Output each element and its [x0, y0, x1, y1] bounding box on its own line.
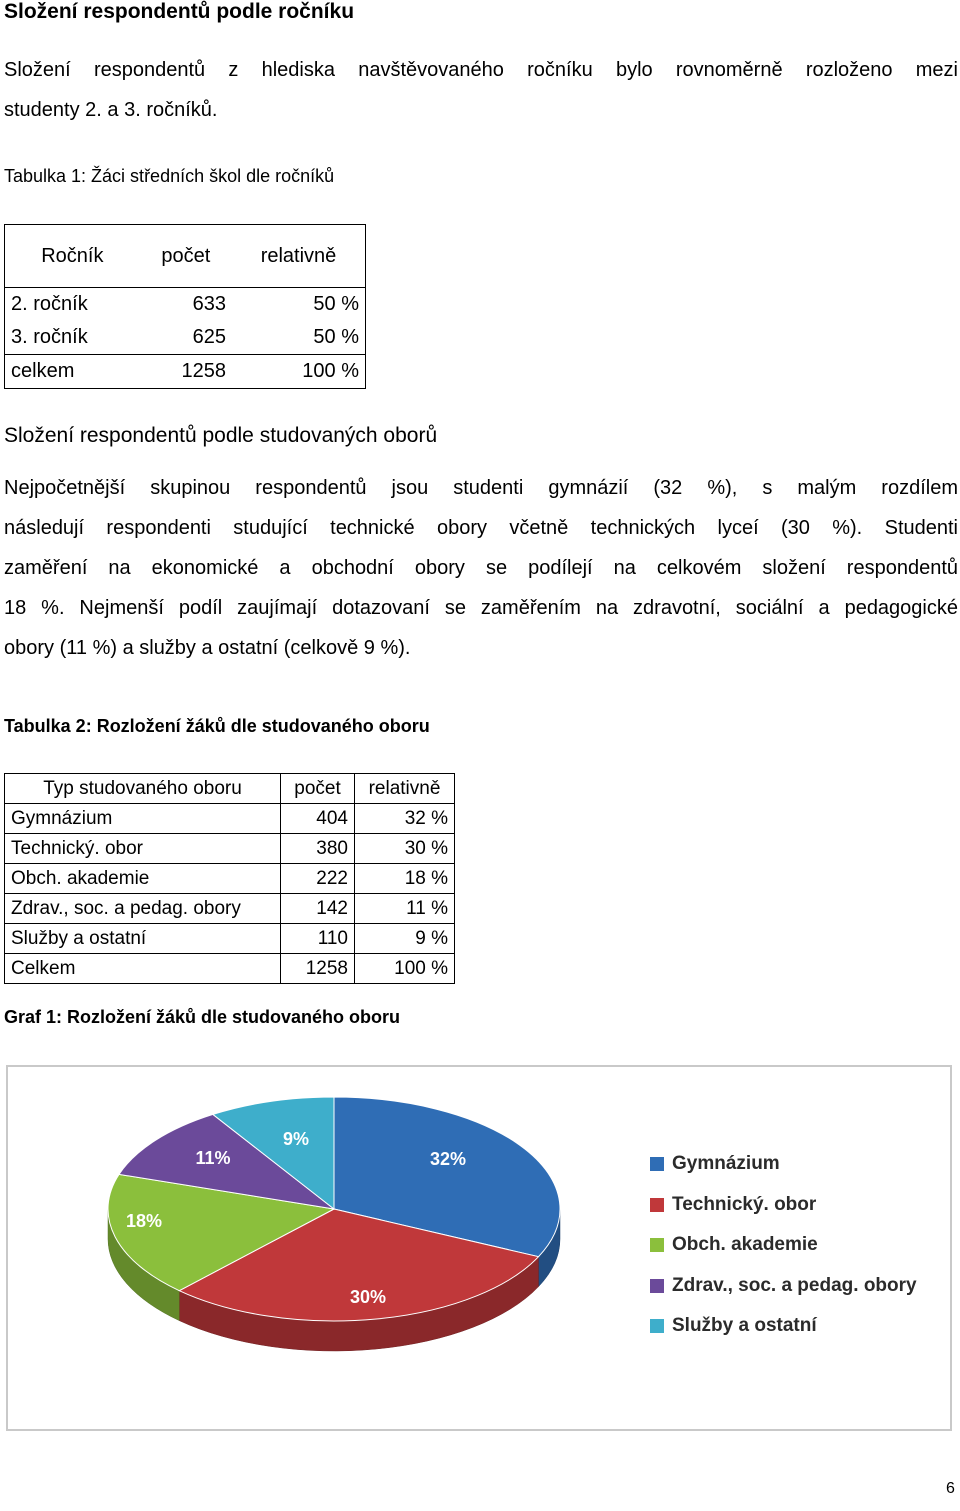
paragraph-line: zaměření na ekonomické a obchodní obory se podílejí na celkovém složení respondentů	[4, 557, 958, 579]
table-row	[5, 864, 455, 894]
table1-header-grade: Ročník	[41, 244, 104, 267]
section-title-grade: Složení respondentů podle ročníku	[4, 0, 355, 23]
section-title-fields: Složení respondentů podle studovaných oborů	[4, 424, 438, 447]
table2-cell: 100 %	[355, 954, 455, 984]
table2-cell: 30 %	[355, 834, 455, 864]
table2-cell: 1258	[281, 954, 355, 984]
legend-swatch	[650, 1319, 664, 1333]
graph-caption: Graf 1: Rozložení žáků dle studovaného oboru	[4, 1007, 401, 1027]
table2-cell: 222	[281, 864, 355, 894]
pie-data-label-0: 32%	[429, 1149, 467, 1169]
legend-label: Gymnázium	[672, 1153, 780, 1174]
table1-cell: 50 %	[313, 293, 359, 315]
table1-cell: 100 %	[302, 360, 359, 382]
paragraph-line: následují respondenti studující technické obory včetně technických lyceí (30 %). Studenti	[4, 517, 958, 539]
table2-caption: Tabulka 2: Rozložení žáků dle studovaného oboru	[4, 716, 430, 736]
page-number: 6	[946, 1480, 955, 1497]
table2-cell: 18 %	[355, 864, 455, 894]
legend-item	[650, 1194, 816, 1216]
table2-cell: Obch. akademie	[5, 864, 281, 894]
table-fields	[4, 773, 455, 984]
table2-cell: Technický. obor	[5, 834, 281, 864]
table-grades	[4, 224, 366, 389]
paragraph-grade-line1: Složení respondentů z hlediska navštěvovaného ročníku bylo rovnoměrně rozloženo mezi	[4, 59, 958, 81]
paragraph-grade-line2: studenty 2. a 3. ročníků.	[4, 99, 218, 121]
table2-cell: Celkem	[5, 954, 281, 984]
table2-cell: Gymnázium	[5, 804, 281, 834]
table-row	[5, 894, 455, 924]
paragraph-line: Nejpočetnější skupinou respondentů jsou studenti gymnázií (32 %), s malým rozdílem	[4, 477, 958, 499]
legend-item	[650, 1153, 780, 1175]
legend-item	[650, 1234, 818, 1256]
table2-header-type: Typ studovaného oboru	[5, 774, 281, 804]
table2-cell: 110	[281, 924, 355, 954]
table-row	[5, 954, 455, 984]
legend-item	[650, 1315, 817, 1337]
table1-header-relative: relativně	[260, 244, 337, 267]
table-row	[5, 321, 366, 355]
table1-header-count: počet	[161, 244, 211, 267]
paragraph-fields	[4, 468, 958, 668]
legend-swatch	[650, 1279, 664, 1293]
table1-cell: 1258	[181, 360, 226, 382]
pie-data-label-4: 9%	[282, 1129, 310, 1149]
pie-data-label-2: 18%	[125, 1211, 163, 1231]
table1-cell: 625	[192, 326, 226, 348]
table-row	[5, 288, 366, 322]
pie-data-label-3: 11%	[195, 1148, 231, 1168]
table-row	[5, 355, 366, 389]
table-row	[5, 804, 455, 834]
table-row	[5, 834, 455, 864]
legend-label: Technický. obor	[672, 1193, 817, 1215]
paragraph-line: 18 %. Nejmenší podíl zaujímají dotazovaní se zaměřením na zdravotní, sociální a pedagogické	[4, 597, 958, 619]
table1-cell: 50 %	[313, 326, 359, 348]
table2-cell: Služby a ostatní	[5, 924, 281, 954]
pie-data-label-1: 30%	[349, 1287, 387, 1307]
paragraph-line: obory (11 %) a služby a ostatní (celkově 9 %).	[4, 637, 411, 659]
table1-cell: celkem	[11, 360, 75, 382]
table2-cell: Zdrav., soc. a pedag. obory	[5, 894, 281, 924]
table1-cell: 3. ročník	[11, 326, 88, 348]
legend-swatch	[650, 1238, 664, 1252]
table2-cell: 404	[281, 804, 355, 834]
legend-label: Obch. akademie	[672, 1234, 818, 1255]
table2-cell: 142	[281, 894, 355, 924]
legend-swatch	[650, 1198, 664, 1212]
table1-cell: 633	[192, 293, 226, 315]
table-row	[5, 924, 455, 954]
table2-cell: 32 %	[355, 804, 455, 834]
table2-header-relative: relativně	[355, 774, 455, 804]
legend-swatch	[650, 1157, 664, 1171]
table2-cell: 11 %	[355, 894, 455, 924]
legend-label: Služby a ostatní	[672, 1315, 817, 1336]
table2-header-count: počet	[281, 774, 355, 804]
table1-caption: Tabulka 1: Žáci středních škol dle ročníků	[4, 166, 335, 186]
legend-item	[650, 1275, 917, 1297]
table2-cell: 380	[281, 834, 355, 864]
table1-cell: 2. ročník	[11, 293, 88, 315]
pie-chart-frame	[6, 1065, 952, 1431]
table2-cell: 9 %	[355, 924, 455, 954]
legend-label: Zdrav., soc. a pedag. obory	[672, 1274, 917, 1296]
